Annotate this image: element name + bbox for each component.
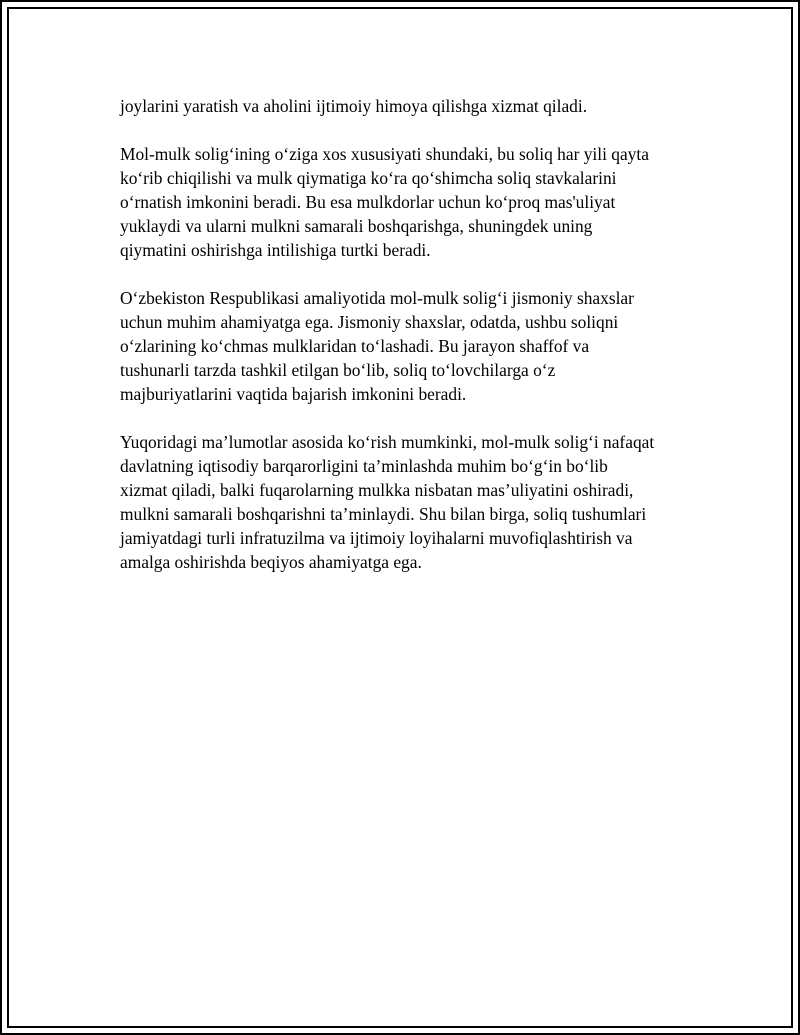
text-line: davlatning iqtisodiy barqarorligini ta’minlashda muhim bo‘g‘in bo‘lib: [120, 456, 608, 476]
text-line: O‘zbekiston Respublikasi amaliyotida mol-mulk solig‘i jismoniy shaxslar: [120, 288, 634, 308]
text-line: tushunarli tarzda tashkil etilgan bo‘lib, soliq to‘lovchilarga o‘z: [120, 360, 556, 380]
paragraph-4: [120, 430, 710, 574]
text-line: majburiyatlarini vaqtida bajarish imkonini beradi.: [120, 384, 467, 404]
paragraph-3: [120, 286, 710, 406]
text-line: joylarini yaratish va aholini ijtimoiy himoya qilishga xizmat qiladi.: [120, 96, 588, 116]
text-line: o‘zlarining ko‘chmas mulklaridan to‘lashadi. Bu jarayon shaffof va: [120, 336, 590, 356]
paragraph-1: [120, 94, 710, 118]
text-line: mulkni samarali boshqarishni ta’minlaydi. Shu bilan birga, soliq tushumlari: [120, 504, 647, 524]
text-line: amalga oshirishda beqiyos ahamiyatga ega.: [120, 552, 422, 572]
text-line: xizmat qiladi, balki fuqarolarning mulkka nisbatan mas’uliyatini oshiradi,: [120, 480, 634, 500]
text-line: o‘rnatish imkonini beradi. Bu esa mulkdorlar uchun ko‘proq mas'uliyat: [120, 192, 616, 212]
text-line: jamiyatdagi turli infratuzilma va ijtimoiy loyihalarni muvofiqlashtirish va: [120, 528, 633, 548]
text-line: uchun muhim ahamiyatga ega. Jismoniy shaxslar, odatda, ushbu soliqni: [120, 312, 619, 332]
text-line: Yuqoridagi ma’lumotlar asosida ko‘rish mumkinki, mol-mulk solig‘i nafaqat: [120, 432, 655, 452]
document-body: [120, 94, 710, 598]
text-line: ko‘rib chiqilishi va mulk qiymatiga ko‘ra qo‘shimcha soliq stavkalarini: [120, 168, 617, 188]
text-line: yuklaydi va ularni mulkni samarali boshqarishga, shuningdek uning: [120, 216, 593, 236]
text-line: qiymatini oshirishga intilishiga turtki beradi.: [120, 240, 431, 260]
text-line: Mol-mulk solig‘ining o‘ziga xos xususiyati shundaki, bu soliq har yili qayta: [120, 144, 649, 164]
paragraph-2: [120, 142, 710, 262]
